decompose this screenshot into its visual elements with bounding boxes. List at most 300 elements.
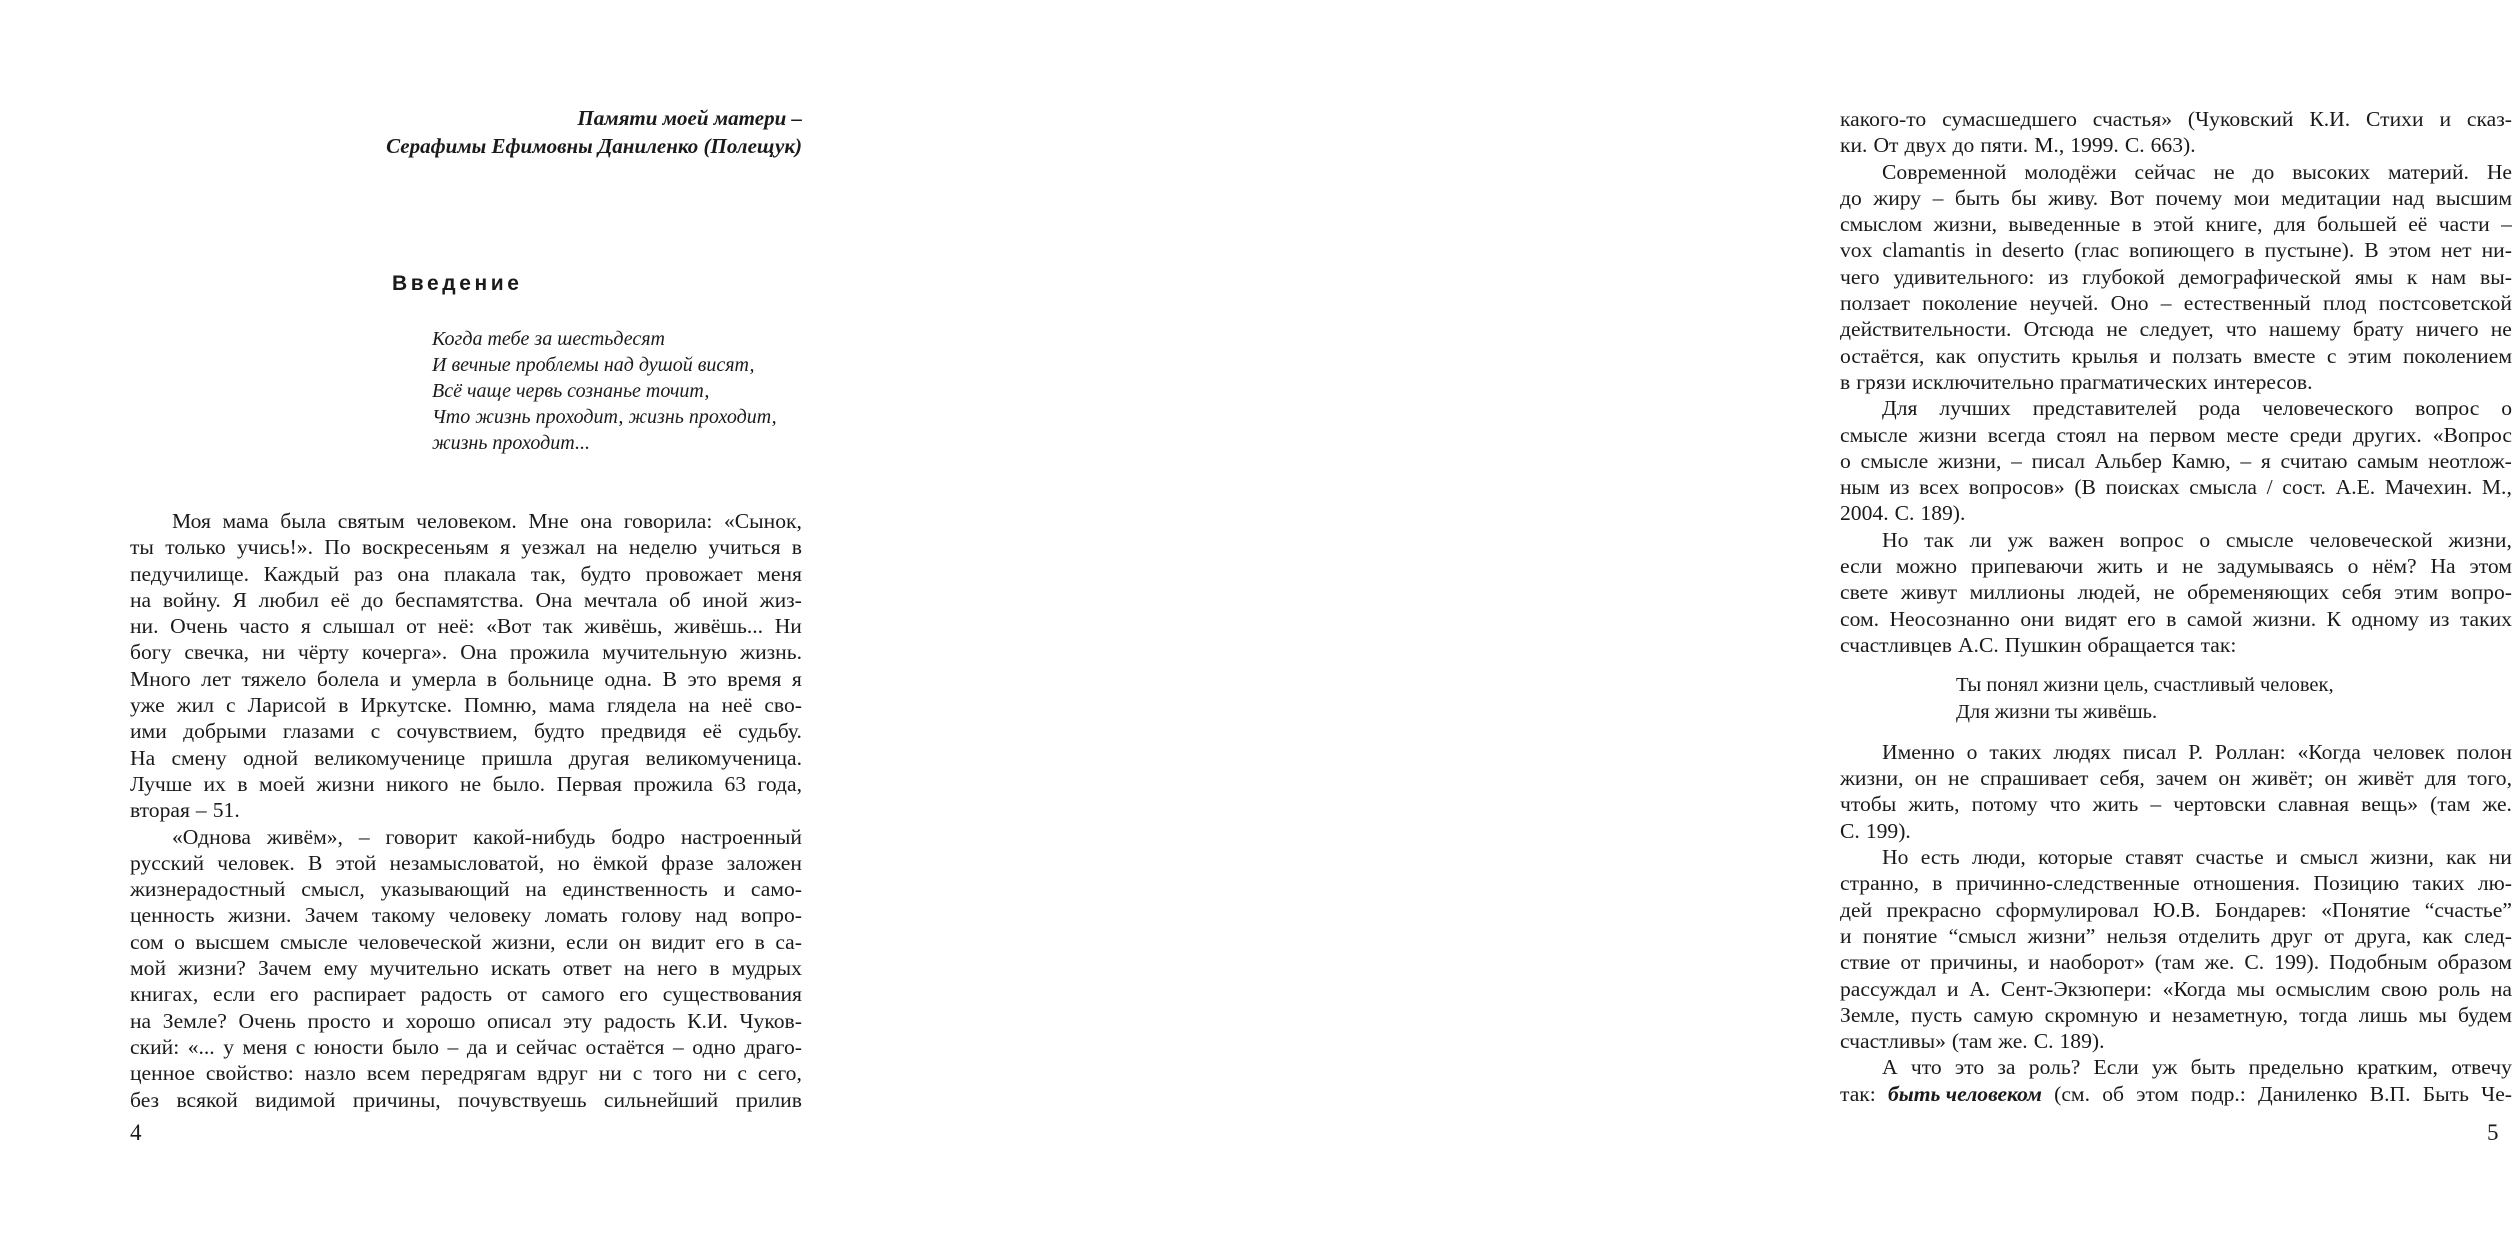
word: На [130,745,156,770]
word: сказ- [2466,107,2512,131]
word: Именно [1882,739,1955,764]
epigraph-line: Когда тебе за шестьдесят [432,328,665,350]
word: будем [2458,1002,2512,1027]
text-line [130,587,802,613]
word: всякой [176,1087,238,1112]
text-line [1840,448,2512,474]
word: ствие [1840,950,1891,975]
text-line [1840,290,2512,316]
word: она [397,561,430,586]
word: С. [2124,133,2145,158]
word: грязи [1856,369,1906,394]
text-line [130,955,802,981]
text-line [1840,1028,2512,1054]
word: Камю, [2171,448,2231,473]
word: из [2048,264,2069,289]
dedication-line: Памяти моей матери – [577,106,802,130]
word: людях [2053,739,2111,764]
word: слышал [322,614,395,639]
word: его [715,929,745,954]
word: А.Е. [2335,475,2376,500]
word: осмыслим [2275,976,2371,1001]
word: любил [258,587,319,612]
word: великомученице [314,745,466,770]
word: остаётся, [1840,343,1925,368]
intro-continuation [1840,106,2512,159]
word: подр.: [2190,1081,2246,1106]
word: в [2244,238,2255,263]
word: Если [2093,1055,2139,1080]
word: великомученица. [645,745,802,770]
quote-line: Ты понял жизни цель, счастливый человек, [1956,674,2334,697]
word: са- [775,929,802,954]
quote-line: Для жизни ты живёшь. [1956,700,2158,723]
word: не [2106,317,2128,342]
word: материй. [2388,159,2469,184]
text-line [130,981,802,1007]
word: мама [548,693,595,718]
word: голову [621,903,682,928]
word: счастье [2195,845,2264,870]
word: войну. [162,587,221,612]
word: его [2127,606,2156,631]
word: Много [130,666,191,691]
word: (там [2154,950,2195,975]
word: жизни [316,771,375,796]
word: высшем [195,929,270,954]
text-line [130,613,802,639]
word: Даниленко [2258,1081,2358,1106]
word: Лучше [130,771,192,796]
word: К.И. [2309,107,2351,131]
word: А. [1969,976,1991,1001]
word: видят [2064,606,2117,631]
word: жизни? [178,956,246,981]
word: К [2326,606,2341,631]
word: с [370,719,381,744]
word: всем [366,1061,410,1086]
word: тогда [2299,1002,2348,1027]
word: же. [1998,1029,2028,1054]
word: смысле [1840,422,1908,447]
word: в [338,693,349,718]
word: «Сынок, [723,509,802,533]
word: педучилище. [130,561,249,586]
word: интересов. [2213,369,2313,394]
word: больнице [507,666,594,691]
word: и [382,1008,394,1033]
word: нашему [2268,317,2341,342]
word: Вот [2109,185,2144,210]
paragraphs-after-quote [1840,739,2512,1107]
word: сейчас [2134,159,2196,184]
left-page [0,0,877,1241]
word: он [2324,766,2347,791]
word: пришла [481,745,553,770]
word: вопрос [2119,527,2184,552]
word: ничего [2415,317,2479,342]
word: жизни” [2027,923,2096,948]
text-line [1840,185,2512,211]
text-line [1840,159,2512,185]
word: не [1948,766,1970,791]
word: Современной [1882,159,2007,184]
text-line [1840,395,2512,421]
word: уж [2007,527,2033,552]
word: и [2149,1002,2161,1027]
word: жил [176,693,215,718]
word: дей [1840,897,1873,922]
text-line [1840,949,2512,975]
word: ёмкой [592,850,648,875]
word: уже [130,693,165,718]
word: которые [2038,845,2113,870]
word: В.П. [2369,1081,2411,1106]
word: других. [2352,422,2422,447]
word: 51. [212,798,240,823]
word: добрыми [183,719,267,744]
word: так, [530,561,566,586]
word: считаю [2280,448,2348,473]
word: Стихи [2366,107,2424,131]
word: само- [750,877,802,902]
word: крылья [2071,343,2139,368]
word: смысл, [301,877,365,902]
word: ямы [2354,264,2393,289]
word: у [223,1034,234,1059]
word: судьбу. [738,719,802,744]
word: стоял [2056,422,2107,447]
word: прожила [633,771,713,796]
word: зачем [2155,766,2208,791]
word: с [632,1061,643,1086]
word: «Понятие [2321,897,2411,922]
word: и [1840,923,1852,948]
word: ни [703,1061,727,1086]
word: жизнерадостный [130,877,286,902]
word: так [542,614,573,639]
word: пусть [1911,1002,1963,1027]
word: жизни, [1937,448,2002,473]
paragraph [1840,159,2512,396]
word: наоборот» [2049,950,2145,975]
word: святым [337,509,405,533]
word: неё [721,693,753,718]
word: как [2446,845,2477,870]
word: кочерга». [361,640,448,665]
word: лучших [1939,396,2011,421]
word: к [2406,264,2418,289]
word: моей [259,771,305,796]
word: на [688,693,710,718]
word: ценность [130,903,215,928]
word: 1999. [2070,133,2119,158]
word: с [737,1061,747,1086]
word: распирает [313,982,406,1007]
word: ни [261,640,286,665]
word: нам [2431,264,2467,289]
word: Она [535,587,573,612]
text-line [1840,369,2512,395]
word: 189). [1920,501,1966,526]
word: ему [323,956,358,981]
word: всех [1919,475,1960,500]
word: Чуков- [739,1008,802,1033]
word: Ларисой [247,693,327,718]
word: Земле, [1840,1002,1900,1027]
word: так [1924,527,1954,552]
word: причины, [1930,950,2019,975]
text-line [130,1008,802,1034]
text-line [130,929,802,955]
word: человеческой [2309,527,2433,552]
word: жизни, [492,929,556,954]
paragraphs-before-quote [1840,159,2512,659]
word: По [324,535,351,560]
paragraph [130,824,802,1113]
word: припеваючи [1970,554,2084,579]
word: важен [2048,527,2104,552]
word: и [2027,950,2040,975]
word: не [459,771,482,796]
word: нельзя [2106,923,2167,948]
word: “смысл [1948,923,2017,948]
word: видимой [255,1087,336,1112]
word: сом [130,929,164,954]
word: жизни, [2448,527,2512,552]
word: в [237,771,248,796]
word: спрашивает [1980,766,2089,791]
word: друга, [2355,923,2412,948]
word: мои [2233,185,2270,210]
word: нём? [2372,554,2417,579]
text-line [1840,264,2512,290]
word: до [2252,159,2275,184]
word: свойство: [205,1061,294,1086]
word: Пушкин [2004,632,2082,657]
word: этой [335,850,377,875]
word: не [2213,159,2235,184]
word: эту [563,1008,593,1033]
text-line [130,561,802,587]
word: М., [2034,133,2065,158]
word: clamantis [1882,238,1966,263]
word: большей [2316,212,2397,237]
word: лишь [2358,1002,2408,1027]
word: этим [2347,343,2392,368]
epigraph-line: жизнь проходит... [432,432,590,454]
word: была [280,509,327,533]
word: смысле [2225,527,2294,552]
word: отвечу [2451,1055,2512,1080]
word: фразе [661,850,714,875]
word: Не [2486,159,2512,184]
text-line [1840,1081,2512,1107]
word: прагматических [2060,369,2208,394]
word: жизни. [2252,606,2317,631]
word: человеческой [358,929,482,954]
word: для [2273,212,2306,237]
text-line [1840,818,2512,844]
word: среди [2289,422,2342,447]
word: 199). [1865,818,1911,843]
word: Бондарев: [2214,897,2307,922]
word: свете [1840,580,1889,605]
word: роль? [2028,1055,2081,1080]
word: этом [2469,554,2512,579]
word: – [2501,212,2512,237]
word: жизнь. [740,640,802,665]
word: образом [2437,950,2512,975]
word: самого [541,982,605,1007]
word: Помню, [464,693,537,718]
word: Каждый [263,561,340,586]
word: вещь» [2361,792,2419,817]
word: если [213,982,256,1007]
word: Мачехин. [2384,475,2473,500]
word: до [1952,133,1975,158]
word: мама [222,509,269,533]
word: сего, [757,1061,802,1086]
word: Подобным [2329,950,2428,975]
word: жизни [1918,422,1977,447]
word: человеком. [416,509,517,533]
right-body-text [1840,106,2512,1107]
word: постсоветской [2378,291,2512,316]
word: молодёжи [2024,159,2117,184]
word: чтобы [1840,792,1897,817]
word: ползает [1840,291,1910,316]
word: отделить [2178,923,2261,948]
word: ты [130,535,154,560]
word: её [330,587,350,612]
word: живёшь... [674,614,764,639]
word: (см. [2054,1081,2090,1106]
word: “счастье” [2424,897,2512,922]
right-page [877,0,2512,1241]
word: Очень [238,1008,296,1033]
text-line [1840,1002,2512,1028]
word: почему [2155,185,2223,210]
text-line [1840,791,2512,817]
word: 2004. [1840,501,1889,526]
word: над [695,903,728,928]
word: радость [603,1008,676,1033]
word: бодро [611,824,665,849]
word: было [391,1034,440,1059]
word: и [2149,343,2161,368]
word: in [1975,238,1992,263]
word: незаметную, [2171,1002,2289,1027]
word: вдруг [536,1061,588,1086]
text-line [1840,579,2512,605]
text-line [130,666,802,692]
word: на [596,535,618,560]
epigraph-line: И вечные проблемы над душой висят, [432,354,755,376]
text-line [130,534,802,560]
word: жить [2092,792,2139,817]
word: причинно-следственные [1955,871,2180,896]
word: вопрос [2415,396,2480,421]
word: (там [2430,792,2471,817]
left-body-text [130,508,802,1113]
word: она [580,509,613,533]
word: с [2326,343,2337,368]
word: задумываясь [2217,554,2334,579]
word: удивительного: [1893,264,2035,289]
word: о [2501,396,2512,421]
word: вторая [130,798,190,823]
word: Неосознанно [1889,606,2010,631]
text-line [1840,632,2512,658]
word: вопро- [740,903,802,928]
word: люди, [1972,845,2026,870]
word: просто [307,1008,371,1033]
word: полон [2456,739,2512,764]
word: это [687,666,717,691]
dedication-line: Серафимы Ефимовны Даниленко (Полещук) [386,134,802,158]
word: живёт; [2251,766,2314,791]
word: и [2439,107,2451,131]
word: таких [1989,739,2042,764]
word: в [791,535,802,560]
word: от [406,614,427,639]
word: её [702,719,722,744]
text-line [1840,132,2512,158]
word: я [300,614,311,639]
word: – [673,1034,684,1059]
word: было. [492,771,546,796]
word: роль [2438,976,2481,1001]
word: о [174,929,185,954]
word: учись!». [236,535,314,560]
word: мой [130,956,167,981]
word: От [1873,133,1899,158]
word: славная [2277,792,2350,817]
word: же. [2204,950,2235,975]
text-line [1840,500,2512,526]
word: Первая [556,771,622,796]
word: Она [460,640,497,665]
word: беспамятства. [394,587,524,612]
dedication [130,104,802,160]
word: одной [242,745,299,770]
word: медитации [2281,185,2381,210]
word: таких [2412,871,2465,896]
word: части [2438,212,2490,237]
word: из [2429,606,2450,631]
word: себя, [2099,766,2145,791]
text-line [1840,739,2512,765]
word: – [2150,792,2162,817]
word: из [1889,475,1910,500]
word: от [1900,950,1921,975]
word: мучительную [602,640,728,665]
paragraph [1840,739,2512,844]
word: vox [1840,238,1873,263]
word: её [2408,212,2428,237]
word: и [1946,976,1959,1001]
word: мучительно [369,956,479,981]
word: сом. [1840,606,1880,631]
word: Че- [2481,1081,2512,1106]
word: говорит [385,824,458,849]
word: понятие [1862,923,1938,948]
word: «Вот [486,614,532,639]
word: С. [2244,950,2265,975]
word: «Вопрос [2432,422,2512,447]
word: естественный [2183,291,2311,316]
